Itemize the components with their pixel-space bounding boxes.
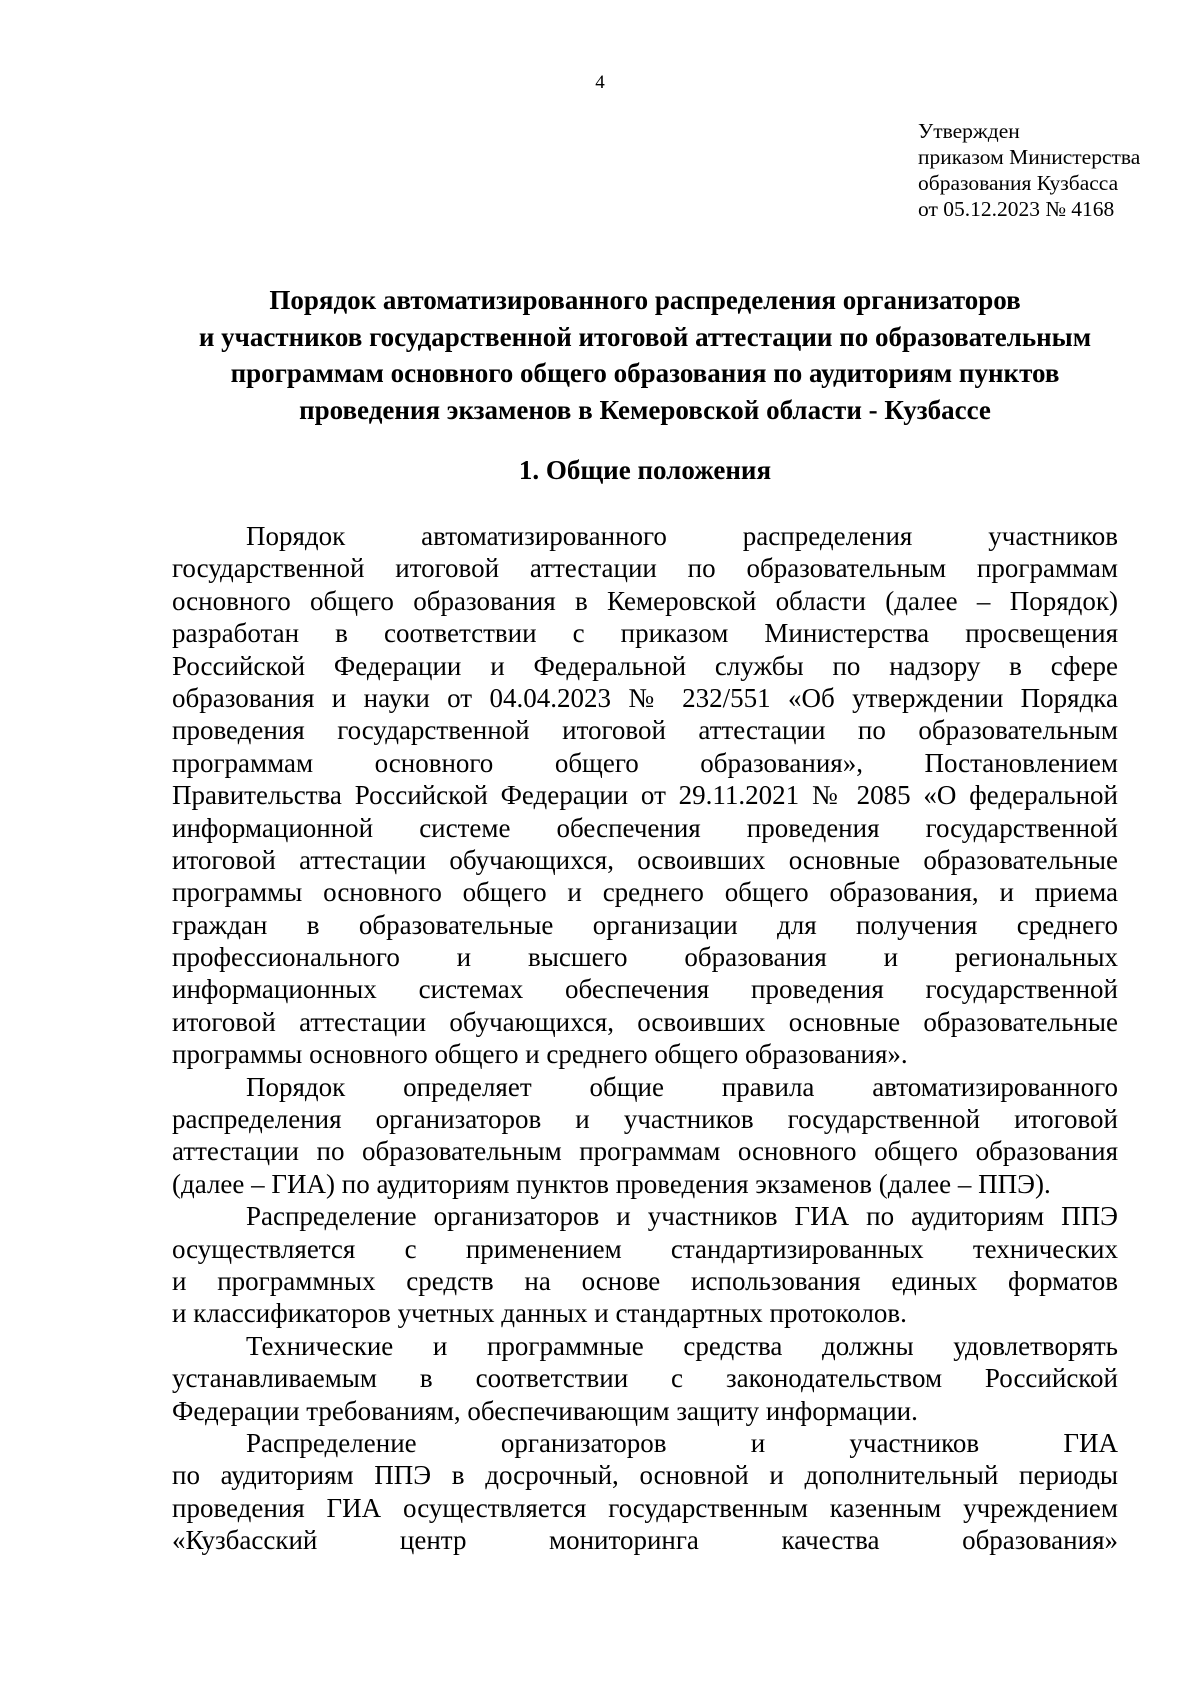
paragraph-line: граждан в образовательные организации для получения среднего [172,909,1118,940]
paragraph-line: Технические и программные средства должны удовлетворять [246,1330,1118,1361]
paragraph-line: и программных средств на основе использования единых форматов [172,1265,1118,1296]
paragraph [172,1427,1118,1557]
paragraph-line: итоговой аттестации обучающихся, освоивших основные образовательные [172,844,1118,875]
paragraph-line: Федерации требованиям, обеспечивающим защиту информации. [172,1395,918,1426]
paragraph [172,1330,1118,1427]
paragraph-line: информационных системах обеспечения проведения государственной [172,974,1118,1005]
paragraph [172,1200,1118,1330]
document-title [150,282,1140,428]
paragraph-line: Распределение организаторов и участников ГИА по аудиториям ППЭ [246,1201,1118,1232]
paragraph-line: (далее – ГИА) по аудиториям пунктов проведения экзаменов (далее – ППЭ). [172,1168,1051,1199]
section-heading: 1. Общие положения [518,455,772,485]
paragraph-line: осуществляется с применением стандартизированных технических [172,1233,1118,1264]
paragraph-line: программам основного общего образования», Постановлением [172,747,1118,778]
paragraph-line: Российской Федерации и Федеральной службы по надзору в сфере [172,650,1118,681]
paragraph-line: проведения ГИА осуществляется государственным казенным учреждением [172,1492,1118,1523]
title-line: Порядок автоматизированного распределения организаторов [269,285,1021,315]
paragraph-line: Порядок автоматизированного распределения участников [246,521,1118,551]
paragraph-line: Распределение организаторов и участников ГИА [246,1427,1118,1458]
paragraph-line: Порядок определяет общие правила автоматизированного [246,1071,1118,1102]
paragraph-line: профессионального и высшего образования и региональных [172,942,1118,973]
paragraph [172,520,1118,1071]
paragraph-line: и классификаторов учетных данных и стандартных протоколов. [172,1298,907,1329]
paragraph-line: Правительства Российской Федерации от 29.11.2021 № 2085 «О федеральной [172,780,1118,811]
paragraph-line: программы основного общего и среднего общего образования». [172,1039,908,1070]
page-number: 4 [595,72,605,93]
approval-stamp [918,118,1140,222]
approval-line: Утвержден [918,119,1020,143]
paragraph-line: устанавливаемым в соответствии с законодательством Российской [172,1363,1118,1394]
paragraph-line: по аудиториям ППЭ в досрочный, основной и дополнительный периоды [172,1460,1118,1491]
approval-line: приказом Министерства [918,145,1141,169]
paragraph-line: «Кузбасский центр мониторинга качества образования» [172,1525,1118,1556]
paragraph [172,1071,1118,1201]
approval-line: образования Кузбасса [918,171,1119,195]
paragraph-line: проведения государственной итоговой аттестации по образовательным [172,715,1118,746]
paragraph-line: итоговой аттестации обучающихся, освоивших основные образовательные [172,1006,1118,1037]
paragraph-line: информационной системе обеспечения проведения государственной [172,812,1118,843]
paragraph-line: разработан в соответствии с приказом Министерства просвещения [172,618,1118,649]
paragraph-line: распределения организаторов и участников государственной итоговой [172,1104,1118,1135]
paragraph-line: образования и науки от 04.04.2023 № 232/551 «Об утверждении Порядка [172,682,1118,713]
title-line: и участников государственной итоговой аттестации по образовательным [198,321,1092,352]
paragraph-line: государственной итоговой аттестации по образовательным программам [172,553,1118,584]
title-line: программам основного общего образования по аудиториям пунктов [230,358,1060,388]
paragraph-line: основного общего образования в Кемеровской области (далее – Порядок) [172,585,1118,616]
paragraph-line: программы основного общего и среднего общего образования, и приема [172,877,1118,908]
body-text [172,520,1118,1557]
approval-line: от 05.12.2023 № 4168 [918,197,1115,221]
paragraph-line: аттестации по образовательным программам основного общего образования [172,1136,1118,1167]
title-line: проведения экзаменов в Кемеровской области - Кузбассе [299,394,991,425]
